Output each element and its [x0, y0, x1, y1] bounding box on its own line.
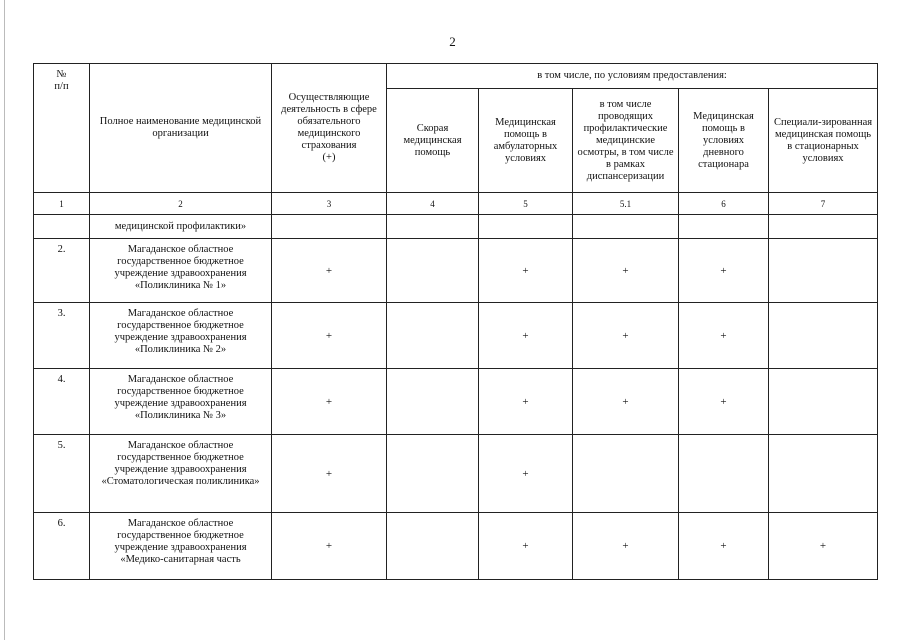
header-oms: Осуществляющие деятельность в сфере обязательного медицинского страхования (+) — [272, 64, 387, 193]
cell-emergency — [387, 513, 479, 580]
header-num: № п/п — [34, 64, 90, 193]
header-emergency: Скорая медицинская помощь — [387, 89, 479, 193]
cell-day-hospital: + — [679, 513, 769, 580]
column-number: 3 — [272, 193, 387, 215]
cell-emergency — [387, 303, 479, 369]
table-row — [34, 239, 878, 303]
header-preventive: в том числе проводящих профилактические медицинские осмотры, в том числе в рамках диспансеризации — [573, 89, 679, 193]
header-specialized: Специали-зированная медицинская помощь в стационарных условиях — [769, 89, 878, 193]
cell-day-hospital: + — [679, 239, 769, 303]
organization-name: Магаданское областное государственное бюджетное учреждение здравоохранения «Стоматологическая поликлиника» — [90, 435, 272, 513]
cell-specialized — [769, 435, 878, 513]
table-row — [34, 513, 878, 580]
continuation-row — [34, 215, 878, 239]
row-number: 3. — [34, 303, 90, 369]
table-row — [34, 435, 878, 513]
row-number: 4. — [34, 369, 90, 435]
column-number: 4 — [387, 193, 479, 215]
cell-day-hospital: + — [679, 369, 769, 435]
cell-outpatient: + — [479, 435, 573, 513]
cell-specialized: + — [769, 513, 878, 580]
cell-oms: + — [272, 435, 387, 513]
page-number: 2 — [449, 34, 456, 49]
cell-day-hospital — [679, 435, 769, 513]
column-number: 5.1 — [573, 193, 679, 215]
cell-preventive: + — [573, 303, 679, 369]
cell-specialized — [769, 239, 878, 303]
header-day-hospital: Медицинская помощь в условиях дневного стационара — [679, 89, 769, 193]
cell-outpatient: + — [479, 513, 573, 580]
row-number: 2. — [34, 239, 90, 303]
cell-outpatient: + — [479, 239, 573, 303]
cell-oms: + — [272, 239, 387, 303]
cell-preventive: + — [573, 369, 679, 435]
header-outpatient: Медицинская помощь в амбулаторных условиях — [479, 89, 573, 193]
organization-name: Магаданское областное государственное бюджетное учреждение здравоохранения «Поликлиника № 2» — [90, 303, 272, 369]
header-name: Полное наименование медицинской организации — [90, 64, 272, 193]
row-number: 6. — [34, 513, 90, 580]
cell-oms: + — [272, 513, 387, 580]
organization-name: Магаданское областное государственное бюджетное учреждение здравоохранения «Медико-санитарная часть — [90, 513, 272, 580]
cell-emergency — [387, 369, 479, 435]
table-row — [34, 303, 878, 369]
cell-day-hospital: + — [679, 303, 769, 369]
cell-outpatient: + — [479, 303, 573, 369]
page-edge-line — [4, 0, 5, 640]
cell-specialized — [769, 369, 878, 435]
table-row — [34, 369, 878, 435]
cell-emergency — [387, 435, 479, 513]
cell-oms: + — [272, 369, 387, 435]
cell-preventive: + — [573, 239, 679, 303]
continuation-text: медицинской профилактики» — [90, 215, 272, 239]
column-number: 1 — [34, 193, 90, 215]
cell-oms: + — [272, 303, 387, 369]
column-number: 6 — [679, 193, 769, 215]
organization-name: Магаданское областное государственное бюджетное учреждение здравоохранения «Поликлиника № 3» — [90, 369, 272, 435]
column-number: 7 — [769, 193, 878, 215]
row-number: 5. — [34, 435, 90, 513]
cell-preventive: + — [573, 513, 679, 580]
cell-outpatient: + — [479, 369, 573, 435]
column-numbers-row — [34, 193, 878, 215]
cell-preventive — [573, 435, 679, 513]
cell-specialized — [769, 303, 878, 369]
header-conditions: в том числе, по условиям предоставления: — [387, 64, 878, 89]
column-number: 2 — [90, 193, 272, 215]
cell-emergency — [387, 239, 479, 303]
medical-organizations-table — [33, 63, 878, 580]
column-number: 5 — [479, 193, 573, 215]
organization-name: Магаданское областное государственное бюджетное учреждение здравоохранения «Поликлиника № 1» — [90, 239, 272, 303]
